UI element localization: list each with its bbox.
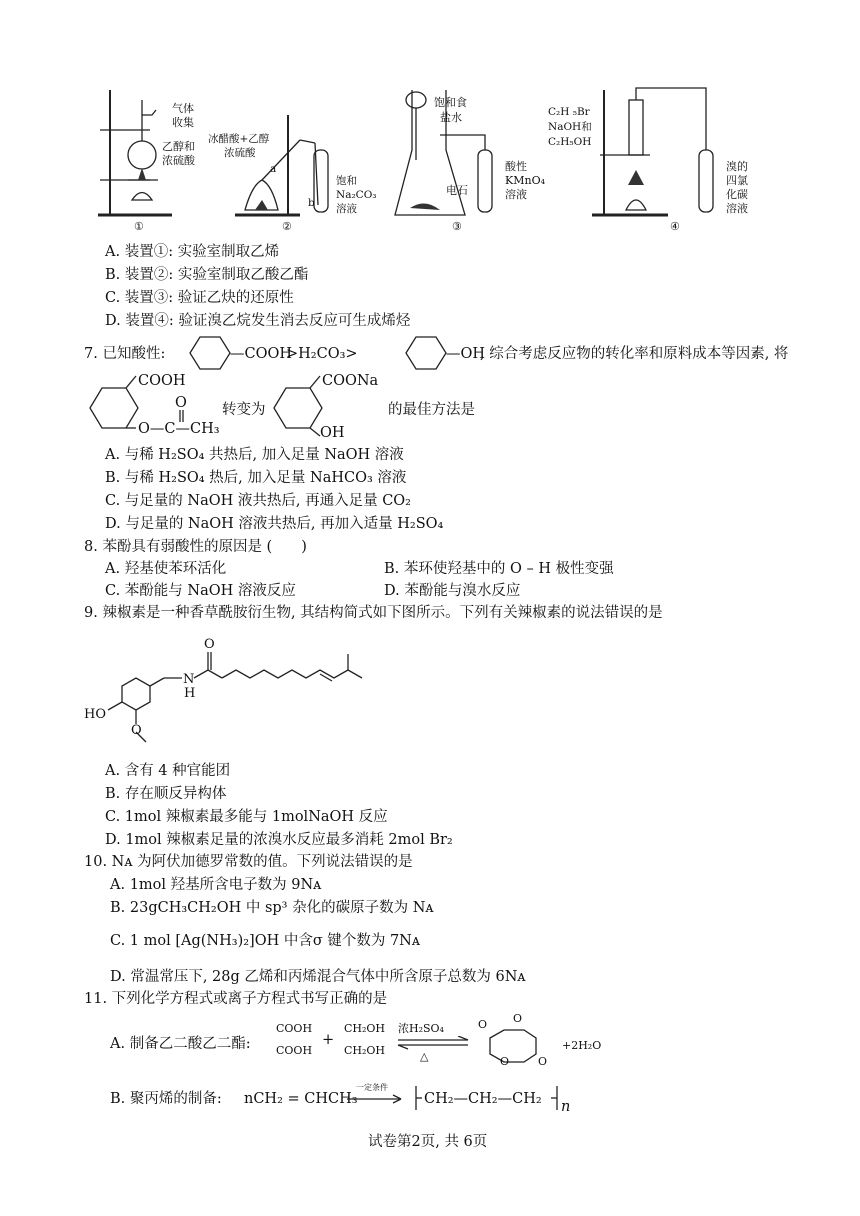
a1-number: ①	[134, 220, 144, 233]
a2-sol2: Na₂CO₃	[336, 189, 377, 201]
q9-atom-ho: HO	[84, 707, 106, 722]
q7-cooh: —COOH	[230, 346, 293, 362]
q7-stem-a: 7. 已知酸性:	[84, 346, 166, 362]
q9-atom-o2: O	[131, 723, 142, 738]
q11-optB-n: n	[561, 1099, 571, 1115]
q11-optA-cooh1: COOH	[276, 1022, 313, 1035]
a4-r1: C₂H ₅Br	[548, 106, 590, 118]
q7-to: 转变为	[222, 402, 266, 418]
q6-option-b: B. 装置②: 实验室制取乙酸乙酯	[105, 267, 309, 283]
q10-option-a: A. 1mol 羟基所含电子数为 9Nᴀ	[110, 877, 322, 893]
page-footer: 试卷第2页, 共 6页	[368, 1134, 488, 1150]
q7-mol1-cooh: COOH	[138, 373, 186, 389]
a3-kmno3: 溶液	[505, 188, 527, 201]
a4-br1: 溴的	[726, 160, 748, 173]
q11-optA-plus: +	[322, 1032, 335, 1048]
q7-option-a: A. 与稀 H₂SO₄ 共热后, 加入足量 NaOH 溶液	[105, 447, 404, 463]
a3-solid: 电石	[446, 184, 468, 197]
q11-optA-water: +2H₂O	[562, 1039, 602, 1052]
apparatus-1	[98, 90, 196, 233]
a1-reagent2: 浓硫酸	[162, 154, 195, 167]
q11-optA-cooh2: COOH	[276, 1044, 313, 1057]
apparatus-4	[548, 88, 748, 233]
apparatus-2	[208, 115, 377, 233]
a2-number: ②	[282, 220, 292, 233]
q11-stem: 11. 下列化学方程式或离子方程式书写正确的是	[84, 991, 388, 1007]
q6-option-d: D. 装置④: 验证溴乙烷发生消去反应可生成烯烃	[105, 313, 411, 329]
a2-sol1: 饱和	[336, 175, 357, 187]
a3-kmno1: 酸性	[505, 160, 527, 173]
q7-option-d: D. 与足量的 NaOH 溶液共热后, 再加入适量 H₂SO₄	[105, 516, 444, 532]
q11-optA-ch2oh1: CH₂OH	[344, 1022, 386, 1035]
q7-oh: —OH	[446, 346, 486, 362]
a3-reagent1: 饱和食	[434, 96, 467, 109]
q6-option-c: C. 装置③: 验证乙炔的还原性	[105, 290, 294, 306]
a2-reagent1: 冰醋酸+乙醇	[208, 133, 270, 145]
q10-stem: 10. Nᴀ 为阿伏加德罗常数的值。下列说法错误的是	[84, 854, 413, 870]
a3-reagent2: 盐水	[440, 111, 462, 124]
q9-option-a: A. 含有 4 种官能团	[105, 763, 231, 779]
q9-capsaicin-structure	[84, 632, 394, 747]
apparatus-figure	[0, 0, 860, 235]
q11-optA-label: A. 制备乙二酸乙二酯:	[110, 1036, 251, 1052]
q9-atom-n: N	[183, 672, 195, 687]
q11-optB-cond: 一定条件	[356, 1083, 388, 1092]
q7-mol1-oc: O—C—CH₃	[138, 421, 220, 437]
q7-option-b: B. 与稀 H₂SO₄ 热后, 加入足量 NaHCO₃ 溶液	[105, 470, 407, 486]
q11-optA-o3: O	[500, 1055, 510, 1068]
q11-optA-o4: O	[538, 1055, 548, 1068]
a1-gas: 气体	[172, 102, 194, 115]
a4-br2: 四氯	[726, 174, 748, 187]
a2-sol3: 溶液	[336, 203, 357, 215]
a2-a: a	[270, 163, 277, 175]
q11-optA-heat: △	[420, 1050, 429, 1063]
q7-mol2-oh: OH	[320, 425, 345, 441]
a3-number: ③	[452, 220, 462, 233]
q8-option-a: A. 羟基使苯环活化	[105, 561, 227, 577]
q11-optB-lhs: nCH₂ = CHCH₃	[244, 1091, 358, 1107]
q10-option-c: C. 1 mol [Ag(NH₃)₂]OH 中含σ 键个数为 7Nᴀ	[110, 933, 421, 949]
a2-b: b	[308, 197, 315, 209]
q10-option-b: B. 23gCH₃CH₂OH 中 sp³ 杂化的碳原子数为 Nᴀ	[110, 900, 434, 916]
q11-optA-o1: O	[478, 1018, 488, 1031]
a1-reagent1: 乙醇和	[162, 140, 195, 153]
q11-optB-label: B. 聚丙烯的制备:	[110, 1091, 222, 1107]
q7-mol1-o: O	[175, 395, 187, 411]
q8-option-d: D. 苯酚能与溴水反应	[384, 583, 521, 599]
q9-option-d: D. 1mol 辣椒素足量的浓溴水反应最多消耗 2mol Br₂	[105, 832, 453, 848]
q9-stem: 9. 辣椒素是一种香草酰胺衍生物, 其结构简式如下图所示。下列有关辣椒素的说法错误的是	[84, 605, 663, 621]
q9-option-b: B. 存在顺反异构体	[105, 786, 227, 802]
q11-optB-arrow	[345, 1094, 405, 1104]
a4-r2: NaOH和	[548, 121, 592, 133]
q11-optA-cond: 浓H₂SO₄	[398, 1022, 444, 1035]
a3-kmno2: KMnO₄	[505, 174, 545, 187]
q8-option-b: B. 苯环使羟基中的 O – H 极性变强	[384, 561, 614, 577]
a4-r3: C₂H₅OH	[548, 136, 592, 148]
a1-collect: 收集	[172, 116, 194, 129]
q7-tail: 的最佳方法是	[388, 402, 475, 418]
q7-stem-b: , 综合考虑反应物的转化率和原料成本等因素, 将	[480, 346, 789, 362]
q9-atom-h: H	[184, 686, 196, 701]
a4-br4: 溶液	[726, 202, 748, 215]
apparatus-3	[395, 90, 546, 233]
a4-br3: 化碳	[726, 188, 748, 201]
q11-optB-rhs: CH₂—CH₂—CH₂	[424, 1091, 542, 1107]
q11-optA-ch2oh2: CH₂OH	[344, 1044, 386, 1057]
a2-reagent2: 浓硫酸	[224, 147, 256, 159]
q8-option-c: C. 苯酚能与 NaOH 溶液反应	[105, 583, 296, 599]
q9-atom-o: O	[204, 637, 215, 652]
q8-stem: 8. 苯酚具有弱酸性的原因是 ( )	[84, 539, 307, 555]
q10-option-d: D. 常温常压下, 28g 乙烯和丙烯混合气体中所含原子总数为 6Nᴀ	[110, 969, 526, 985]
q6-option-a: A. 装置①: 实验室制取乙烯	[105, 244, 280, 260]
q7-mol2-coona: COONa	[322, 373, 379, 389]
q7-option-c: C. 与足量的 NaOH 液共热后, 再通入足量 CO₂	[105, 493, 411, 509]
q11-optA-o2: O	[513, 1012, 523, 1025]
q11-optA-equilibrium-arrow	[396, 1036, 472, 1050]
a4-number: ④	[670, 220, 680, 233]
q9-option-c: C. 1mol 辣椒素最多能与 1molNaOH 反应	[105, 809, 388, 825]
q7-gt-h2co3: >H₂CO₃>	[286, 346, 358, 362]
